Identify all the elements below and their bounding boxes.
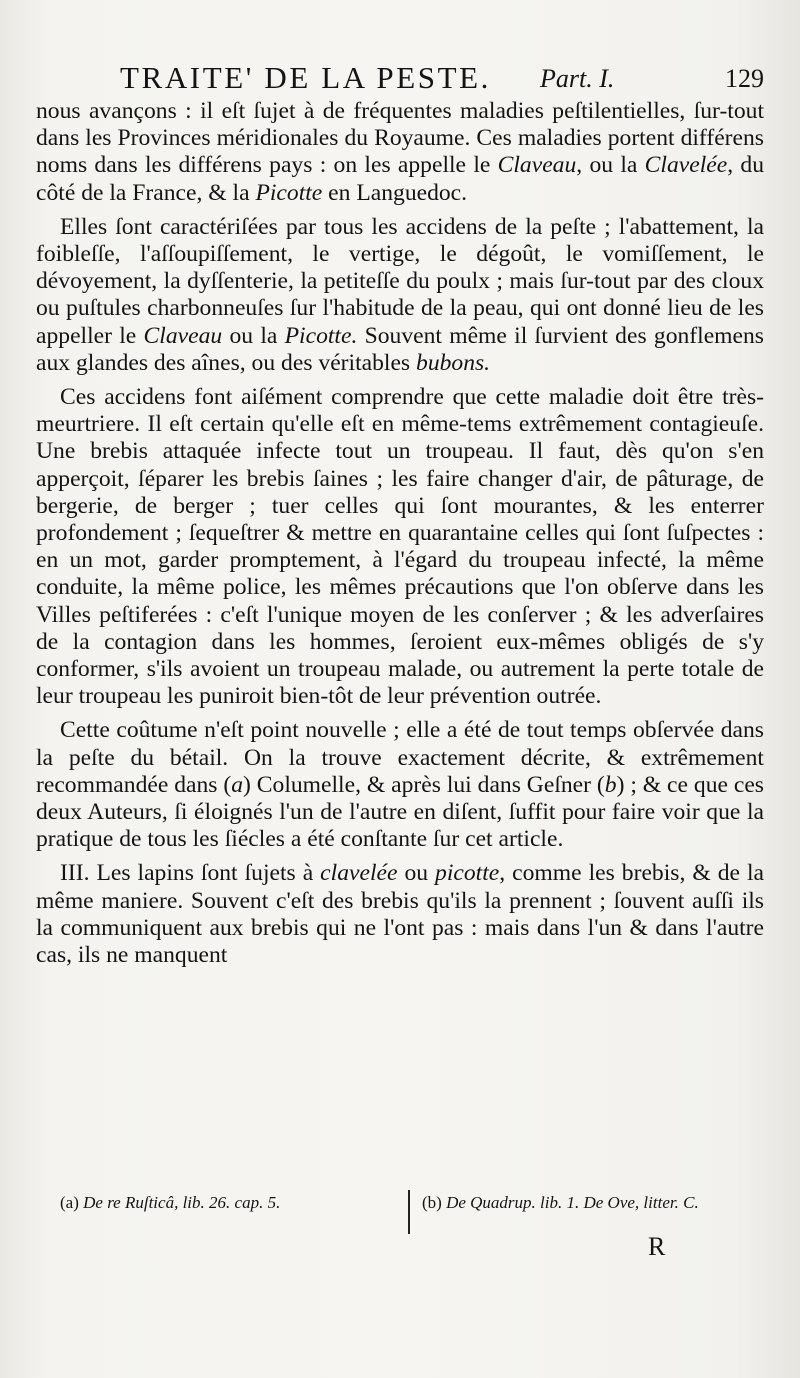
text-run: Cette coûtume n'eſt point nouvelle ; elle a été de tout temps obſervée dans la peſte du bétail. On la trouve exactement décrite, & extrêmement recommandée dans ( (36, 717, 764, 798)
paragraph-1 (36, 98, 764, 207)
italic-term: picotte (435, 860, 500, 887)
text-run: , ou la (576, 152, 645, 179)
part-label: Part. I. (540, 64, 615, 93)
page-number: 129 (725, 64, 764, 93)
italic-term: Clavelée (644, 152, 728, 179)
body-text (36, 98, 764, 969)
footnote-text: De re Ruſticâ, lib. 26. cap. 5. (83, 1193, 281, 1212)
text-run: III. Les lapins ſont ſujets à (60, 860, 321, 887)
italic-term: clavelée (320, 860, 398, 887)
text-run: ) Columelle, & après lui dans Geſner ( (243, 771, 605, 798)
text-run: ou la (222, 322, 285, 349)
text-run: Elles ſont caractériſées par tous les accidens de la peſte ; l'abattement, la foibleſſe, l'aſſoupiſſement, le vertige, le dégoût, le vomiſſement, le dévoyement, la dyſſenterie, la petiteſſe du poulx ; mais ſur-tout par des cloux ou puſtules charbonneuſes ſur l'habitude de la peau, qui ont donné lieu de les appeller le (36, 213, 764, 349)
footnote-divider (408, 1190, 410, 1234)
text-run: nous avançons : il eſt ſujet à de fréquentes maladies peſtilentielles, ſur-tout dans les Provinces méridionales du Royaume. Ces maladies portent différens noms dans les différens pays : on les appelle le (36, 98, 764, 179)
italic-term: Claveau (497, 152, 577, 179)
paragraph-2 (36, 214, 764, 377)
text-run: ) ; & ce que ces deux Auteurs, ſi éloignés l'un de l'autre en diſent, ſuffit pour faire voir que la pratique de tous les ſiécles a été conſtante ſur cet article. (36, 771, 764, 853)
text-run: ou (397, 860, 436, 887)
italic-term: Claveau (143, 322, 223, 349)
paragraph-4 (36, 717, 764, 853)
text-run: en Languedoc. (322, 179, 468, 206)
footnote-a (60, 1192, 360, 1214)
italic-term: bubons. (416, 349, 491, 376)
paragraph-3: Ces accidens font aiſément comprendre que cette maladie doit être très-meurtriere. Il eſt certain qu'elle eſt en même-tems extrêmement contagieuſe. Une brebis attaquée infecte tout un troupeau. Il faut, dès qu'on s'en apperçoit, ſéparer les brebis ſaines ; les faire changer d'air, de pâturage, de bergerie, de berger ; tuer celles qui ſont mourantes, & les enterrer profondement ; ſequeſtrer & mettre en quarantaine celles qui ſont ſuſpectes : en un mot, garder promptement, à l'égard du troupeau infecté, la même conduite, la même police, les mêmes précautions que l'on obſerve dans les Villes peſtiferées : c'eſt l'unique moyen de les conſerver ; & les adverſaires de la contagion dans les hommes, ſeroient eux-mêmes obligés de s'y conformer, s'ils avoient un troupeau malade, ou autrement la perte totale de leur troupeau les puniroit bien-tôt de leur prévention outrée. (36, 384, 764, 710)
italic-term: Picotte. (284, 322, 358, 349)
text-run: , du côté de la France, & la (36, 152, 764, 206)
signature-mark: R (648, 1232, 666, 1261)
footnote-b (422, 1192, 764, 1214)
footnote-ref: a (231, 771, 244, 798)
text-run: , comme les brebis, & de la même maniere. Souvent c'eſt des brebis qu'ils la prennent ; ſouvent auſſi ils la communiquent aux brebis qui ne l'ont pas : mais dans l'un & dans l'autre cas, ils ne manquent (36, 860, 764, 969)
footnote-mark: (b) (422, 1193, 447, 1212)
footnote-ref: b (604, 771, 617, 798)
text-run: Souvent même il ſurvient des gonflemens aux glandes des aînes, ou des véritables (36, 322, 764, 376)
running-title: TRAITE' DE LA PESTE. (120, 60, 492, 95)
paragraph-5 (36, 860, 764, 969)
footnote-text: De Quadrup. lib. 1. De Ove, litter. C. (446, 1193, 699, 1212)
italic-term: Picotte (255, 179, 323, 206)
running-header (36, 58, 764, 98)
footnote-mark: (a) (60, 1193, 84, 1212)
